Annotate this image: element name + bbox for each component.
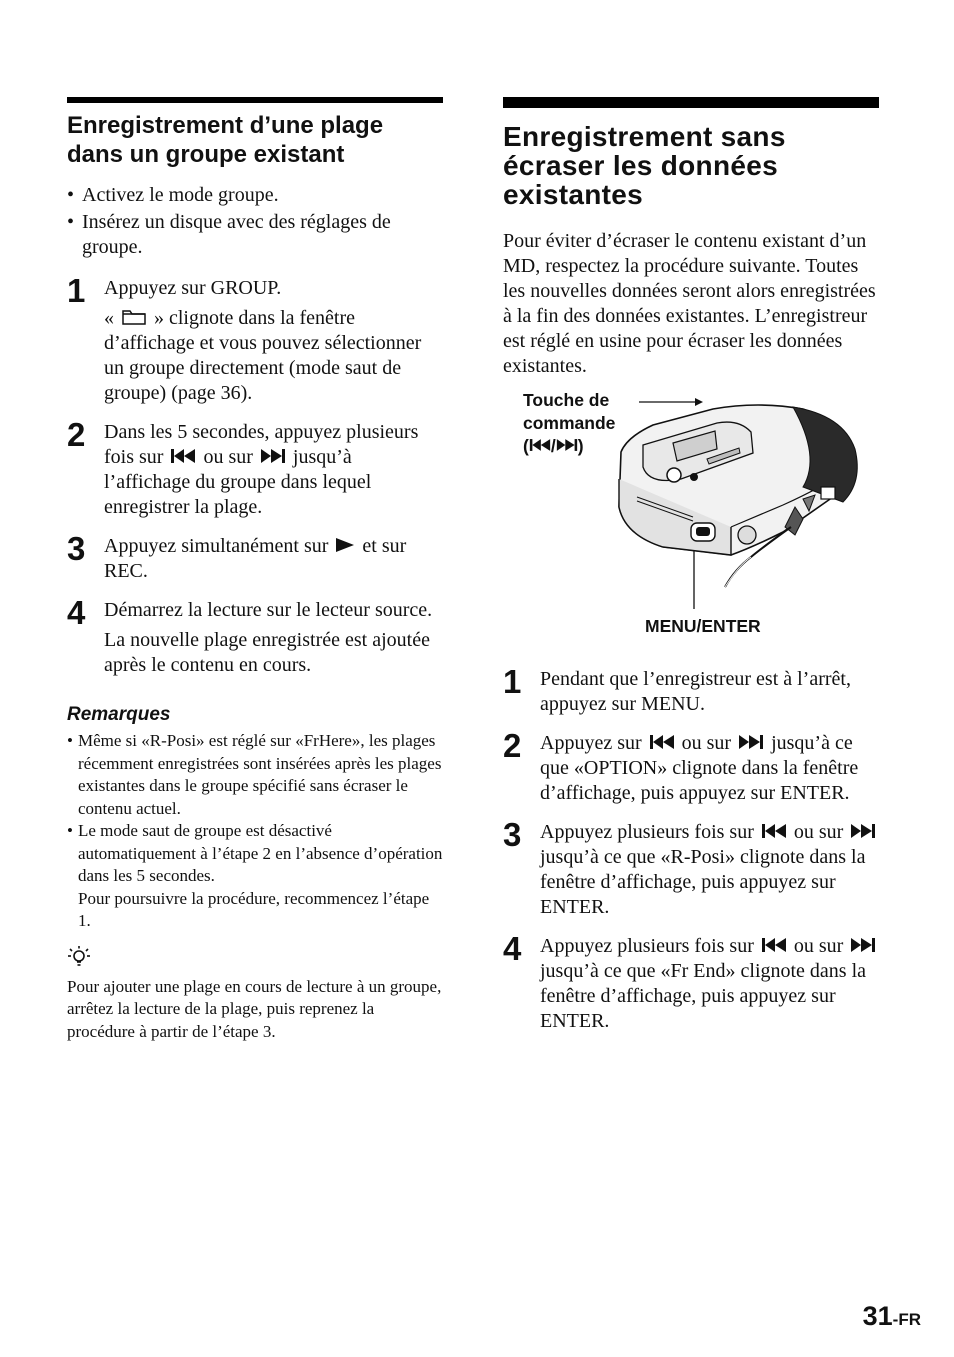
step-number: 3 xyxy=(67,530,86,567)
step-1 xyxy=(67,272,443,406)
previous-track-icon xyxy=(761,823,787,839)
note-item: • Le mode saut de groupe est désactivé automatiquement à l’étape 2 en l’absence d’opération dans les 5 secondes. Pour poursuivre la procédure, recommencez l’étape 1. xyxy=(67,821,443,930)
md-recorder-drawing xyxy=(503,387,879,617)
right-column xyxy=(503,97,879,1034)
next-track-icon xyxy=(850,937,876,953)
step-text: Appuyez plusieurs fois sur ou sur jusqu’à ce que «R-Posi» clignote dans la fenêtre d’affichage, puis appuyez sur ENTER. xyxy=(540,820,879,920)
next-track-icon xyxy=(260,448,286,464)
next-track-icon xyxy=(850,823,876,839)
notes-list xyxy=(67,730,443,933)
play-icon xyxy=(335,537,355,553)
step-3 xyxy=(503,816,879,920)
prerequisite-list xyxy=(67,183,443,260)
step-number: 2 xyxy=(503,727,522,764)
notes-title: Remarques xyxy=(67,704,171,725)
step-text: Appuyez simultanément sur et sur REC. xyxy=(104,535,407,582)
step-number: 1 xyxy=(67,272,86,309)
tip-lightbulb-icon xyxy=(67,945,91,969)
step-2 xyxy=(503,727,879,806)
step-text: Démarrez la lecture sur le lecteur source. xyxy=(104,599,433,621)
step-4 xyxy=(67,594,443,678)
step-text: Appuyez plusieurs fois sur ou sur jusqu’à ce que «Fr End» clignote dans la fenêtre d’affichage, puis appuyez sur ENTER. xyxy=(540,934,879,1034)
step-text: Appuyez sur GROUP. xyxy=(104,277,282,299)
previous-track-icon xyxy=(761,937,787,953)
step-text: Pendant que l’enregistreur est à l’arrêt, appuyez sur MENU. xyxy=(540,668,851,715)
left-column xyxy=(67,97,443,1043)
device-illustration xyxy=(503,387,879,647)
section-rule xyxy=(67,97,443,103)
list-item: • Activez le mode groupe. xyxy=(67,184,279,206)
step-detail: La nouvelle plage enregistrée est ajoutée après le contenu en cours. xyxy=(104,629,430,676)
step-4 xyxy=(503,930,879,1034)
step-number: 3 xyxy=(503,816,522,853)
list-item: • Insérez un disque avec des réglages de groupe. xyxy=(67,211,391,258)
step-text: Dans les 5 secondes, appuyez plusieurs fois sur ou sur jusqu’à l’affichage du groupe dans lequel enregistrer la plage. xyxy=(104,421,419,518)
note-item: • Même si «R-Posi» est réglé sur «FrHere», les plages récemment enregistrées sont insérées après les plages existantes dans le groupe spécifié sans écraser le contenu actuel. xyxy=(67,731,442,818)
section-rule xyxy=(503,97,879,108)
group-folder-icon xyxy=(121,307,147,325)
next-track-icon xyxy=(738,734,764,750)
step-3 xyxy=(67,530,443,584)
step-number: 4 xyxy=(67,594,86,631)
previous-track-icon xyxy=(170,448,196,464)
page-number: 31-FR xyxy=(862,1301,921,1331)
previous-track-icon xyxy=(649,734,675,750)
step-1 xyxy=(503,663,879,717)
step-2 xyxy=(67,416,443,520)
step-number: 2 xyxy=(67,416,86,453)
intro-paragraph: Pour éviter d’écraser le contenu existant d’un MD, respectez la procédure suivante. Toutes les nouvelles données seront alors enregistrées à la fin des données existantes. L’enregistreur est réglé en usine pour écraser les données existantes. xyxy=(503,230,876,377)
control-key-label: Touche de commande ( / ) xyxy=(523,390,616,456)
menu-enter-label: MENU/ENTER xyxy=(645,616,761,636)
step-number: 1 xyxy=(503,663,522,700)
right-heading: Enregistrement sans écraser les données existantes xyxy=(503,121,786,210)
step-text: Appuyez sur ou sur jusqu’à ce que «OPTION» clignote dans la fenêtre d’affichage, puis appuyez sur ENTER. xyxy=(540,732,859,804)
step-number: 4 xyxy=(503,930,522,967)
step-detail: « » clignote dans la fenêtre d’affichage et vous pouvez sélectionner un groupe directement (mode saut de groupe) (page 36). xyxy=(104,307,422,404)
tip-text: Pour ajouter une plage en cours de lecture à un groupe, arrêtez la lecture de la plage, puis reprenez la procédure à partir de l’étape 3. xyxy=(67,976,442,1041)
left-heading: Enregistrement d’une plage dans un groupe existant xyxy=(67,112,384,168)
